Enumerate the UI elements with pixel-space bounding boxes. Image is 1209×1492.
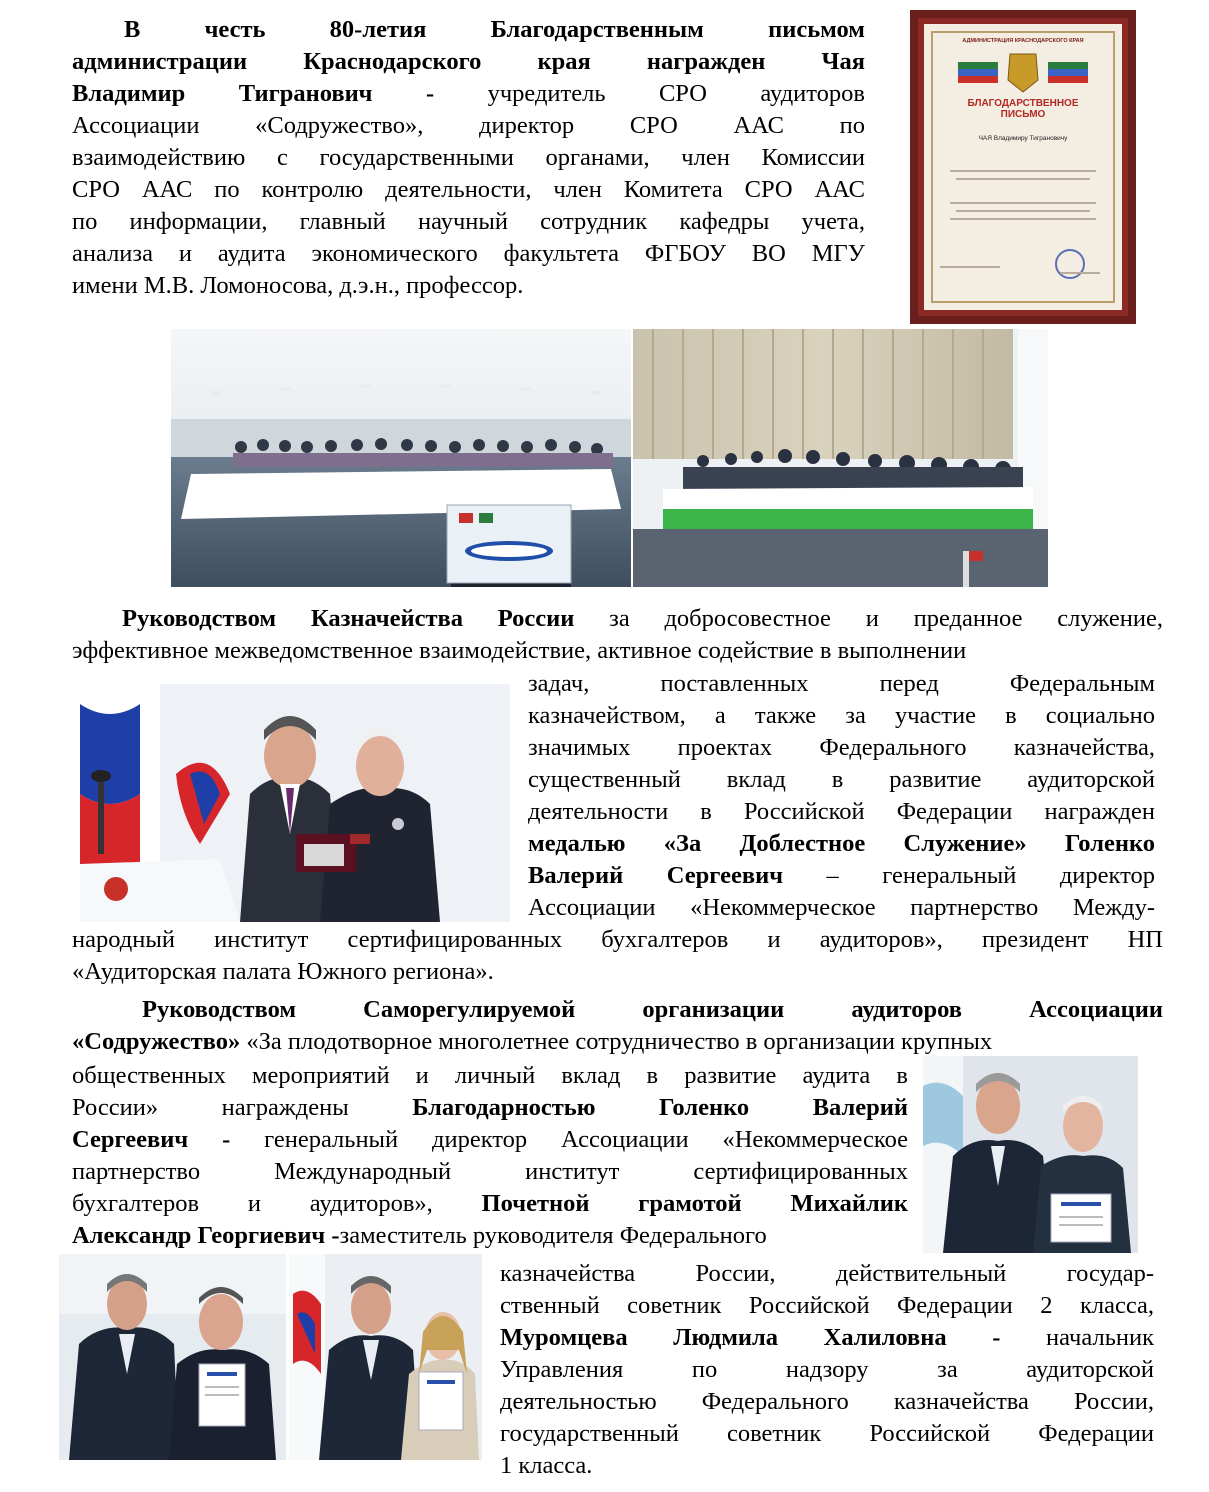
text-line: анализа и аудита экономического факультета ФГБОУ ВО МГУ	[72, 240, 865, 267]
association-paragraph-top	[72, 994, 1163, 1058]
text-line: деятельностью Федерального казначейства России,	[500, 1388, 1154, 1415]
text-line: Владимир Тигранович - учредитель СРО аудиторов	[72, 80, 865, 107]
certificate-recipient: ЧАЯ Владимиру Тиграновичу	[978, 135, 1068, 142]
text-line: партнерство Международный институт сертифицированных	[72, 1158, 908, 1185]
medal-ceremony-photo	[80, 684, 510, 922]
text-line: казначейства России, действительный государ-	[500, 1260, 1154, 1287]
text-line: государственный советник Российской Федерации	[500, 1420, 1154, 1447]
text-line: казначейством, а также за участие в социально	[528, 702, 1155, 729]
text-line: народный институт сертифицированных бухгалтеров и аудиторов», президент НП	[72, 926, 1163, 953]
text-line: ственный советник Российской Федерации 2 класса,	[500, 1292, 1154, 1319]
text-line: эффективное межведомственное взаимодействие, активное содействие в выполнении	[72, 637, 967, 664]
treasury-paragraph-top	[72, 603, 1163, 667]
treasury-paragraph-bottom	[72, 924, 1163, 988]
text-line: имени М.В. Ломоносова, д.э.н., профессор.	[72, 272, 524, 299]
association-paragraph-bottom	[500, 1258, 1154, 1482]
treasury-paragraph-right	[528, 668, 1155, 924]
association-paragraph-left	[72, 1060, 908, 1252]
certificate-header: АДМИНИСТРАЦИЯ КРАСНОДАРСКОГО КРАЯ	[962, 38, 1084, 44]
text-line: Управления по надзору за аудиторской	[500, 1356, 1154, 1383]
text-line: общественных мероприятий и личный вклад в развитие аудита в	[72, 1062, 908, 1089]
text-line: России» награждены Благодарностью Голенко Валерий	[72, 1094, 908, 1121]
award-photo-left	[59, 1254, 286, 1460]
gratitude-ceremony-photo	[923, 1056, 1138, 1253]
text-line: Ассоциации «Содружество», директор СРО ААС по	[72, 112, 865, 139]
text-line: Руководством Саморегулируемой организации аудиторов Ассоциации	[142, 996, 1163, 1023]
certificate-title: БЛАГОДАРСТВЕННОЕ ПИСЬМО	[967, 98, 1079, 120]
conference-photo-left	[171, 329, 631, 587]
text-line: по информации, главный научный сотрудник кафедры учета,	[72, 208, 865, 235]
text-line: СРО ААС по контролю деятельности, член Комитета СРО ААС	[72, 176, 865, 203]
text-line: 1 класса.	[500, 1452, 593, 1479]
text-line: Валерий Сергеевич – генеральный директор	[528, 862, 1155, 889]
text-line: Сергеевич - генеральный директор Ассоциации «Некоммерческое	[72, 1126, 908, 1153]
intro-paragraph	[72, 14, 865, 302]
text-line: администрации Краснодарского края награжден Чая	[72, 48, 865, 75]
text-line: бухгалтеров и аудиторов», Почетной грамотой Михайлик	[72, 1190, 909, 1217]
award-photo-right	[289, 1254, 482, 1460]
text-line: Ассоциации «Некоммерческое партнерство Между-	[528, 894, 1155, 921]
text-line: медалью «За Доблестное Служение» Голенко	[528, 830, 1155, 857]
text-line: взаимодействию с государственными органами, член Комиссии	[72, 144, 865, 171]
text-line: Александр Георгиевич -заместитель руководителя Федерального	[72, 1222, 767, 1249]
text-line: «Аудиторская палата Южного региона».	[72, 958, 494, 985]
text-line: «Содружество» «За плодотворное многолетнее сотрудничество в организации крупных	[72, 1028, 993, 1055]
conference-photo-right	[633, 329, 1048, 587]
text-line: задач, поставленных перед Федеральным	[528, 670, 1155, 697]
text-line: В честь 80-летия Благодарственным письмом	[124, 16, 865, 43]
certificate-photo	[910, 10, 1136, 324]
text-line: деятельности в Российской Федерации награжден	[528, 798, 1155, 825]
text-line: значимых проектах Федерального казначейства,	[528, 734, 1155, 761]
text-line: Руководством Казначейства России за добросовестное и преданное служение,	[122, 605, 1163, 632]
text-line: существенный вклад в развитие аудиторской	[528, 766, 1155, 793]
text-line: Муромцева Людмила Халиловна - начальник	[500, 1324, 1154, 1351]
